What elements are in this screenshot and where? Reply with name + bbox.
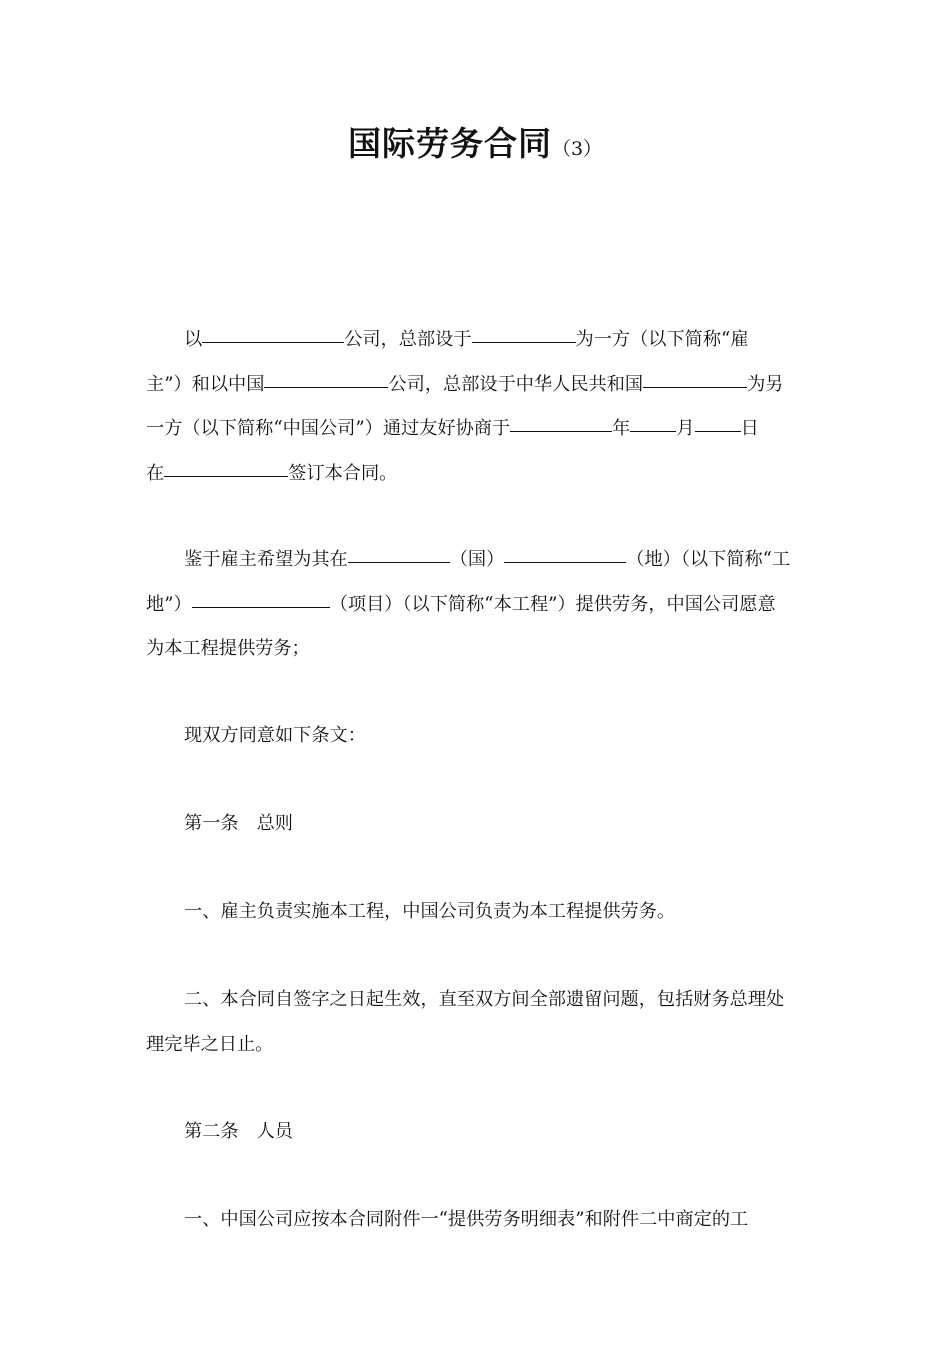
text-line: 理完毕之日止。 — [146, 1033, 274, 1055]
blank-employer-company — [202, 341, 344, 343]
article-2-item-1 — [146, 1198, 810, 1243]
text-line: 地”） （项目）（以下简称“本工程”）提供劳务，中国公司愿意 — [146, 593, 776, 615]
text-line: 二、本合同自签字之日起生效，直至双方间全部遗留问题，包括财务总理处 — [184, 989, 785, 1010]
text-line: 一、雇主负责实施本工程，中国公司负责为本工程提供劳务。 — [184, 901, 676, 922]
text-line: 第一条 总则 — [184, 813, 293, 834]
title-suffix: （3） — [551, 138, 603, 160]
blank-year — [510, 430, 612, 432]
article-1-heading — [146, 802, 810, 847]
paragraph-whereas — [146, 538, 810, 672]
text-line: 以 公司，总部设于 为一方（以下简称“雇 — [184, 329, 749, 350]
article-2-heading — [146, 1110, 810, 1155]
blank-employer-hq — [472, 341, 576, 343]
blank-site — [504, 561, 626, 563]
text-line: 在 签订本合同。 — [146, 462, 398, 484]
blank-month — [630, 430, 676, 432]
title-main: 国际劳务合同 — [347, 124, 552, 163]
text-line: 主”）和以中国 公司，总部设于中华人民共和国 为另 — [146, 373, 784, 395]
text-line: 为本工程提供劳务； — [146, 638, 310, 659]
text-line: 鉴于雇主希望为其在 （国） （地）（以下简称“工 — [184, 549, 791, 570]
paragraph-agreement — [146, 714, 810, 759]
blank-chinese-company — [264, 386, 388, 388]
paragraph-parties — [146, 318, 810, 496]
document-title — [0, 118, 950, 165]
blank-chinese-hq — [643, 386, 747, 388]
text-line: 一方（以下简称“中国公司”）通过友好协商于 年 月 日 — [146, 418, 759, 439]
text-line: 现双方同意如下条文： — [184, 725, 366, 746]
article-1-item-2 — [146, 978, 810, 1067]
blank-project — [192, 606, 330, 608]
article-1-item-1 — [146, 890, 810, 935]
blank-country — [348, 561, 450, 563]
text-line: 第二条 人员 — [184, 1121, 293, 1142]
text-line: 一、中国公司应按本合同附件一“提供劳务明细表”和附件二中商定的工 — [184, 1209, 749, 1230]
blank-day — [695, 430, 741, 432]
blank-signing-place — [164, 475, 288, 477]
